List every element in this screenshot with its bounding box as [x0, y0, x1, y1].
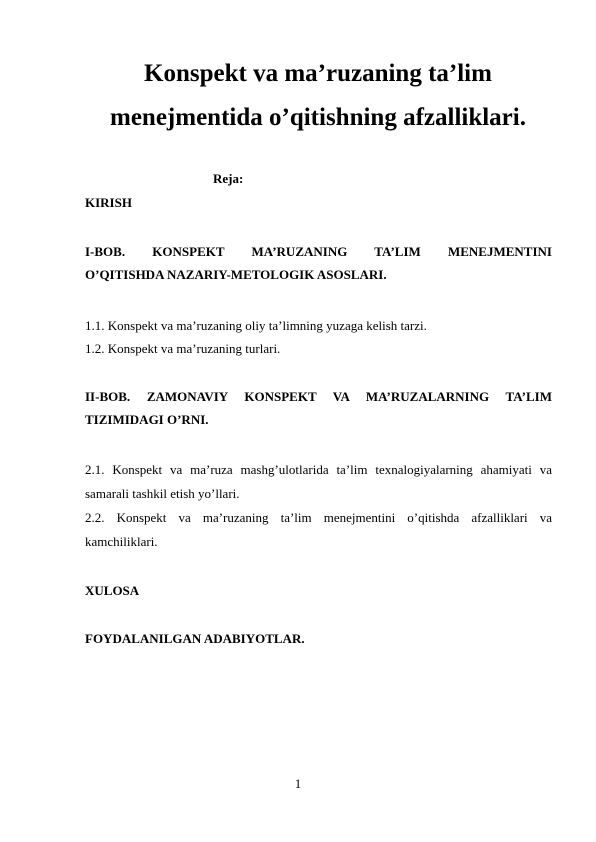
toc-section-2-1-line2: samarali tashkil etish yo’llari.: [85, 486, 240, 501]
toc-section-2-1-line1: 2.1. Konspekt va ma’ruza mashg’ulotlarida ta’lim texnalogiyalarning ahamiyati va: [85, 462, 552, 477]
toc-chapter1-line2: O’QITISHDA NAZARIY-METOLOGIK ASOSLARI.: [85, 267, 387, 282]
toc-references: FOYDALANILGAN ADABIYOTLAR.: [85, 631, 305, 646]
toc-section-1-2: 1.2. Konspekt va ma’ruzaning turlari.: [85, 341, 281, 356]
plan-label: Reja:: [213, 171, 244, 186]
toc-section-1-1: 1.1. Konspekt va ma’ruzaning oliy ta’limning yuzaga kelish tarzi.: [85, 318, 427, 333]
title-line-1: Konspekt va ma’ruzaning ta’lim: [144, 60, 492, 87]
toc-section-2-2-line2: kamchiliklari.: [85, 534, 158, 549]
toc-section-2-2-line1: 2.2. Konspekt va ma’ruzaning ta’lim menejmentini o’qitishda afzalliklari va: [85, 510, 552, 525]
toc-chapter2-line2: TIZIMIDAGI O’RNI.: [85, 412, 209, 427]
title-line-2: menejmentida o’qitishning afzalliklari.: [110, 104, 526, 131]
toc-intro: KIRISH: [85, 195, 132, 210]
toc-chapter2-line1: II-BOB. ZAMONAVIY KONSPEKT VA MA’RUZALARNING TA’LIM: [85, 389, 552, 404]
page-number: 1: [294, 776, 302, 791]
toc-chapter1-line1: I-BOB. KONSPEKT MA’RUZANING TA’LIM MENEJMENTINI: [85, 244, 552, 259]
toc-conclusion: XULOSA: [85, 583, 140, 598]
